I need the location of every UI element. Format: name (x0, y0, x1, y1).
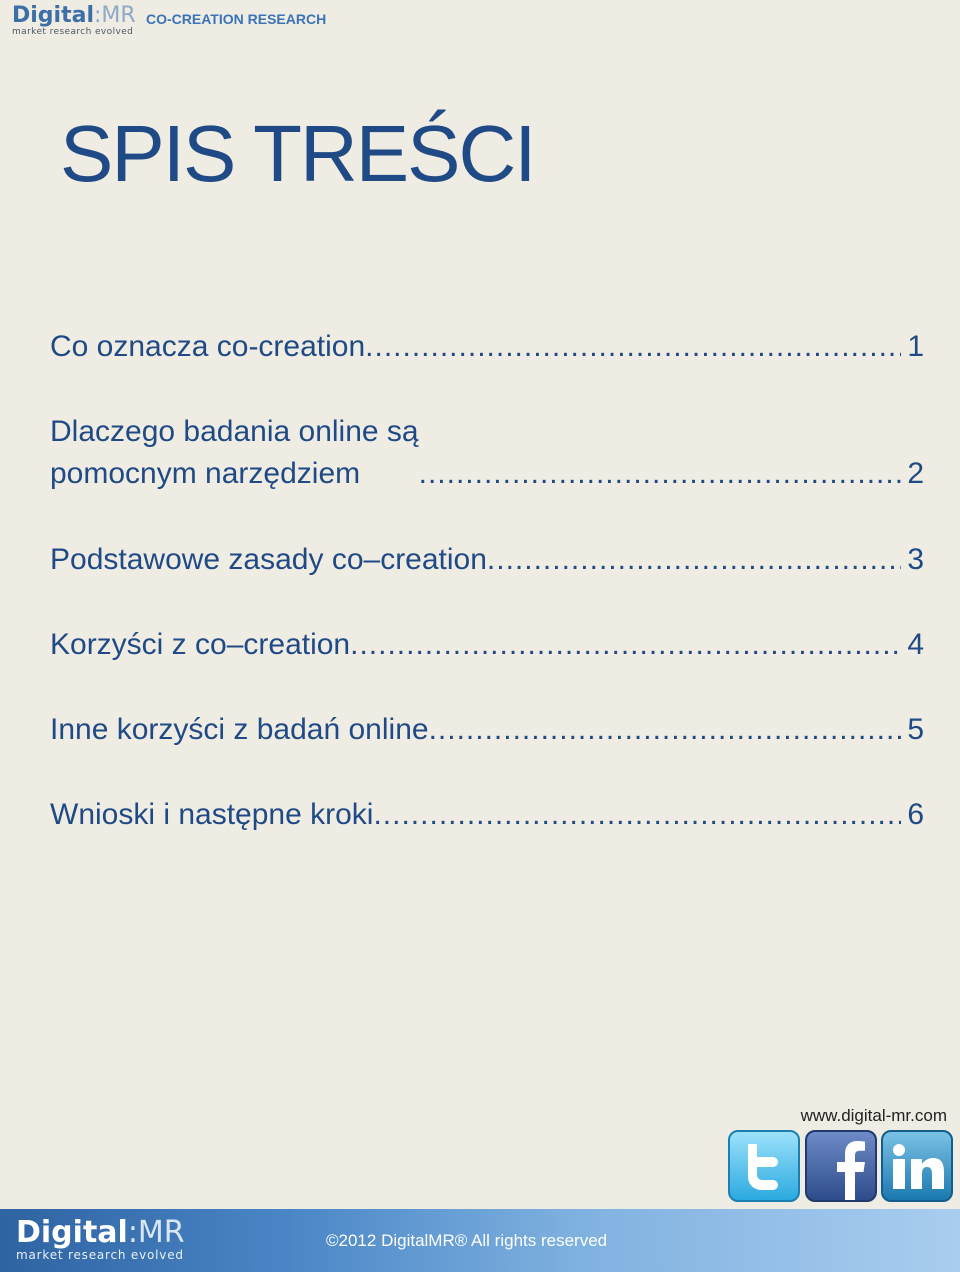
toc-entry-6[interactable] (50, 794, 924, 836)
page-title: SPIS TREŚCI (60, 109, 535, 198)
copyright-text: ©2012 DigitalMR® All rights reserved (326, 1231, 608, 1250)
toc-entry-text: Dlaczego badania online są pomocnym narzędziem (50, 415, 419, 490)
toc-entry-1[interactable] (50, 326, 924, 368)
toc-leader-dots (429, 709, 902, 751)
website-link[interactable]: www.digital-mr.com (800, 1106, 947, 1125)
toc-entry-text: Co oznacza co-creation (50, 330, 366, 363)
footer-logo-tagline: market research evolved (16, 1248, 184, 1262)
toc-leader-dots (373, 794, 901, 836)
toc-leader-dots (419, 453, 902, 495)
toc-leader-dots (350, 624, 901, 666)
toc-leader-dots (487, 539, 901, 581)
toc-page-number: 5 (907, 713, 924, 746)
toc-leader-dots (365, 326, 901, 368)
toc-entry-text: Wnioski i następne kroki (50, 798, 374, 831)
toc-entry-3[interactable] (50, 539, 924, 581)
toc-entry-5[interactable] (50, 709, 924, 751)
toc-entry-2[interactable] (50, 411, 924, 495)
facebook-icon (805, 1130, 877, 1202)
toc-page-number: 1 (907, 330, 924, 363)
footer-logo (16, 1217, 185, 1262)
linkedin-button[interactable] (881, 1130, 953, 1202)
footer-bar (0, 1209, 960, 1272)
toc-page-number: 4 (907, 628, 924, 661)
linkedin-icon (881, 1130, 953, 1202)
header-logo (12, 4, 138, 38)
toc-entry-text: Podstawowe zasady co–creation (50, 543, 487, 576)
toc-page-number: 2 (907, 457, 924, 490)
footer-logo-wordmark: Digital:MR (16, 1215, 185, 1250)
toc-entry-4[interactable] (50, 624, 924, 666)
toc-page-number: 3 (907, 543, 924, 576)
header-section-tag: CO-CREATION RESEARCH (146, 11, 327, 27)
twitter-button[interactable] (728, 1130, 800, 1202)
twitter-icon (728, 1130, 800, 1202)
facebook-button[interactable] (805, 1130, 877, 1202)
toc-page-number: 6 (907, 798, 924, 831)
header-logo-wordmark: Digital:MR (12, 3, 136, 28)
header-logo-tagline: market research evolved (12, 27, 134, 37)
toc-entry-text: Inne korzyści z badań online (50, 713, 429, 746)
toc-entry-text: Korzyści z co–creation (50, 628, 351, 661)
